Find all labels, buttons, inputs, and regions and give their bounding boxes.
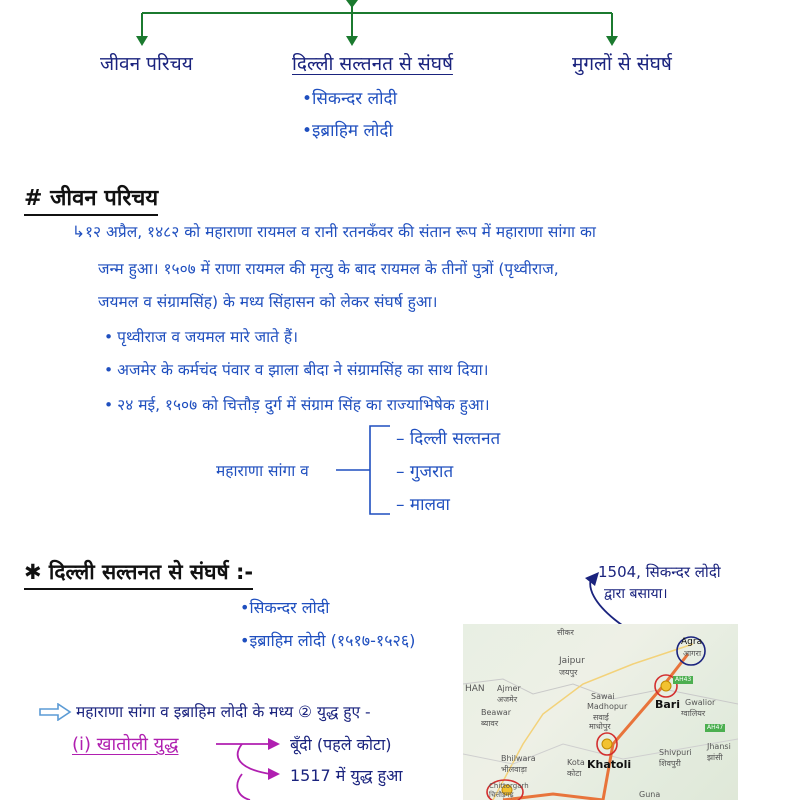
map-label: Chittorgarh	[489, 782, 529, 790]
tree-branch-life: जीवन परिचय	[100, 53, 193, 75]
map-label: Shivpuri	[659, 748, 692, 757]
tree-connector	[0, 0, 800, 50]
map-label: Kota	[567, 758, 585, 767]
para-line-3: जयमल व संग्रामसिंह) के मध्य सिंहासन को लेकर संघर्ष हुआ।	[98, 293, 438, 311]
bullet-1: • पृथ्वीराज व जयमल मारे जाते हैं।	[104, 325, 298, 347]
map-label: ब्यावर	[481, 719, 499, 728]
map-label: HAN	[465, 684, 485, 694]
battle-arrows	[210, 730, 290, 800]
section-heading-life: # जीवन परिचय	[24, 182, 158, 216]
para-line-2: जन्म हुआ। १५०७ में राणा रायमल की मृत्यु के बाद रायमल के तीनों पुत्रों (पृथ्वीराज,	[98, 260, 559, 278]
map-label: AH43	[675, 676, 692, 683]
bullet-3: • २४ मई, १५०७ को चित्तौड़ दुर्ग में संग्राम सिंह का राज्याभिषेक हुआ।	[104, 393, 490, 415]
battle-item-bundi: बूँदी (पहले कोटा)	[290, 735, 392, 754]
tree-branch-mughal: मुगलों से संघर्ष	[572, 53, 672, 75]
tree-sub-ibrahim: •इब्राहिम लोदी	[302, 121, 393, 141]
tree-branch-delhi: दिल्ली सल्तनत से संघर्ष	[292, 53, 453, 75]
bracket-item-delhi: – दिल्ली सल्तनत	[396, 429, 501, 449]
map-label: Guna	[639, 790, 661, 799]
callout-line-2: द्वारा बसाया।	[604, 586, 668, 602]
bracket-item-gujarat: – गुजरात	[396, 462, 454, 482]
delhi-item-sikandar: •सिकन्दर लोदी	[240, 598, 330, 617]
map-label: आगरा	[683, 649, 702, 658]
bracket-label: महाराणा सांगा व	[216, 462, 309, 480]
right-arrow-icon	[38, 703, 72, 721]
arrow-line-text: महाराणा सांगा व इब्राहिम लोदी के मध्य ② युद्ध हुए -	[76, 703, 371, 721]
callout-line-1: 1504, सिकन्दर लोदी	[598, 563, 721, 581]
map-label: चित्तौड़गढ़	[489, 791, 514, 799]
map-label: माधोपुर	[589, 722, 611, 731]
map-label-agra: Agra	[681, 637, 703, 647]
battle-item-1517: 1517 में युद्ध हुआ	[290, 766, 403, 785]
map-label: जयपुर	[559, 668, 578, 677]
map-label: सीकर	[557, 628, 574, 637]
delhi-item-ibrahim: •इब्राहिम लोदी (१५१७-१५२६)	[240, 631, 416, 650]
map-label: AH47	[707, 724, 724, 731]
map-label: Bhilwara	[501, 754, 536, 763]
map-label: Sawai	[591, 692, 615, 701]
bracket-item-malwa: – मालवा	[396, 495, 450, 515]
map-label: Jhansi	[707, 742, 731, 751]
map-label: ग्वालियर	[681, 709, 706, 718]
map-label-bari: Bari	[655, 698, 681, 711]
map-label: शिवपुरी	[659, 759, 681, 768]
map-label: कोटा	[567, 769, 582, 778]
bullet-2: • अजमेर के कर्मचंद पंवार व झाला बीदा ने संग्रामसिंह का साथ दिया।	[104, 358, 489, 380]
map-label: Gwalior	[685, 698, 716, 707]
map-label: Jaipur	[559, 656, 585, 666]
tree-sub-sikandar: •सिकन्दर लोदी	[302, 89, 397, 109]
map-label-khatoli: Khatoli	[587, 758, 632, 771]
para-line-1: ↳१२ अप्रैल, १४८२ को महाराणा रायमल व रानी रतनकँवर की संतान रूप में महाराणा सांगा का	[72, 223, 596, 241]
map-label: झांसी	[707, 753, 723, 762]
map-label: अजमेर	[497, 695, 518, 704]
map-label: सवाई	[593, 713, 609, 722]
bracket-lines	[330, 422, 400, 518]
map-label: भीलवाड़ा	[501, 765, 527, 774]
map-label: Beawar	[481, 708, 512, 717]
map-image	[463, 624, 738, 800]
section-heading-delhi: ✱ दिल्ली सल्तनत से संघर्ष :-	[24, 558, 253, 590]
battle-title: (i) खातोली युद्ध	[72, 734, 179, 755]
map-label: Madhopur	[587, 702, 628, 711]
map-label: Ajmer	[497, 684, 521, 693]
